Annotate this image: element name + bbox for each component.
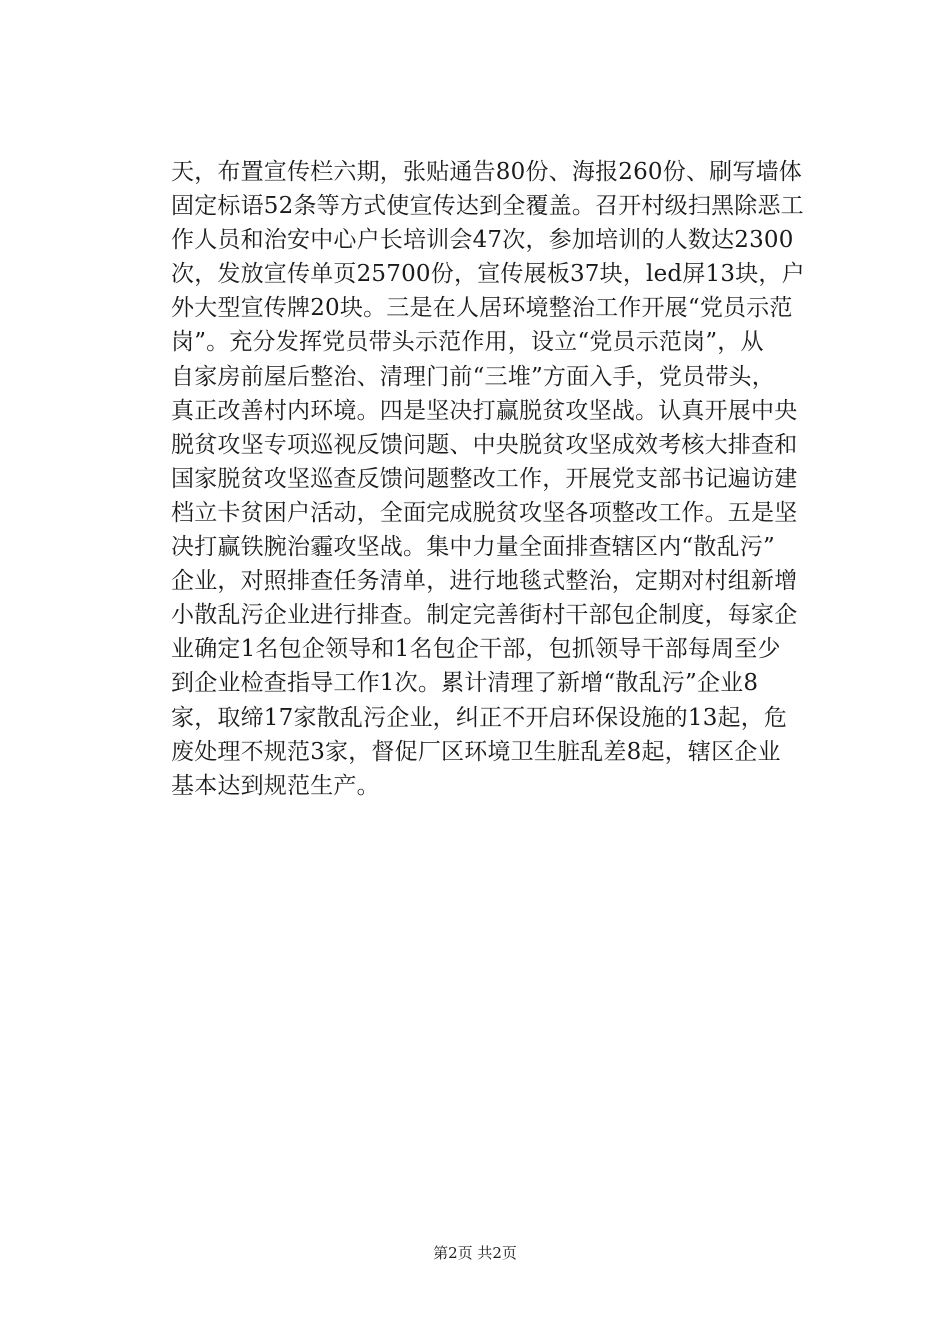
- text-line: 决打赢铁腕治霾攻坚战。集中力量全面排查辖区内“散乱污”: [171, 534, 775, 561]
- body-paragraph: [171, 155, 805, 803]
- text-line: 家，取缔17家散乱污企业，纠正不开启环保设施的13起，危: [171, 704, 788, 731]
- text-line: 作人员和治安中心户长培训会47次，参加培训的人数达2300: [171, 227, 794, 254]
- text-line: 天，布置宣传栏六期，张贴通告80份、海报260份、刷写墙体: [171, 159, 802, 185]
- text-line: 小散乱污企业进行排查。制定完善街村干部包企制度，每家企: [171, 602, 798, 629]
- text-line: 业确定1名包企领导和1名包企干部，包抓领导干部每周至少: [171, 636, 781, 663]
- text-line: 企业，对照排查任务清单，进行地毯式整治，定期对村组新增: [171, 568, 798, 595]
- text-line: 真正改善村内环境。四是坚决打赢脱贫攻坚战。认真开展中央: [171, 397, 798, 424]
- text-line: 脱贫攻坚专项巡视反馈问题、中央脱贫攻坚成效考核大排查和: [171, 431, 798, 458]
- page-number-footer: 第2页 共2页: [433, 1244, 517, 1262]
- text-line: 废处理不规范3家，督促厂区环境卫生脏乱差8起，辖区企业: [171, 738, 781, 765]
- text-line: 岗”。充分发挥党员带头示范作用，设立“党员示范岗”，从: [171, 329, 764, 356]
- text-line: 到企业检查指导工作1次。累计清理了新增“散乱污”企业8: [171, 670, 759, 697]
- text-line: 次，发放宣传单页25700份，宣传展板37块，led屏13块，户: [171, 261, 805, 288]
- text-line: 外大型宣传牌20块。三是在人居环境整治工作开展“党员示范: [171, 295, 793, 322]
- text-line: 档立卡贫困户活动，全面完成脱贫攻坚各项整改工作。五是坚: [171, 499, 798, 526]
- text-line: 固定标语52条等方式使宣传达到全覆盖。召开村级扫黑除恶工: [171, 193, 804, 220]
- text-line: 基本达到规范生产。: [171, 772, 380, 799]
- text-line: 自家房前屋后整治、清理门前“三堆”方面入手，党员带头，: [171, 363, 775, 390]
- text-line: 国家脱贫攻坚巡查反馈问题整改工作，开展党支部书记遍访建: [171, 465, 798, 492]
